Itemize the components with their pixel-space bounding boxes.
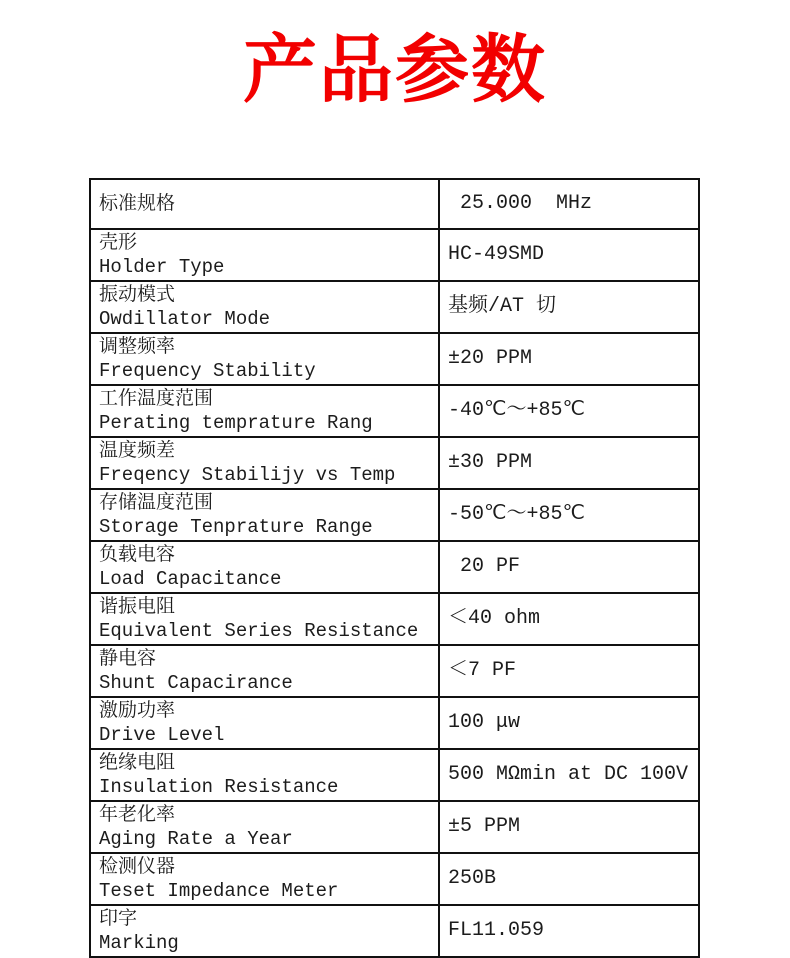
table-row bbox=[90, 489, 699, 541]
spec-label-cell bbox=[90, 229, 439, 281]
table-row bbox=[90, 697, 699, 749]
spec-label-zh: 静电容 bbox=[99, 647, 157, 670]
spec-label-en: Storage Tenprature Range bbox=[99, 515, 373, 538]
spec-value: -50℃～+85℃ bbox=[439, 489, 699, 541]
spec-label-cell bbox=[90, 593, 439, 645]
spec-label-en: Frequency Stability bbox=[99, 359, 316, 382]
spec-value: ±5 PPM bbox=[439, 801, 699, 853]
spec-label-cell bbox=[90, 281, 439, 333]
spec-value: HC-49SMD bbox=[439, 229, 699, 281]
spec-label-zh: 激励功率 bbox=[99, 699, 176, 722]
spec-label-zh: 检测仪器 bbox=[99, 855, 176, 878]
spec-value: 25.000 MHz bbox=[439, 179, 699, 229]
spec-label-cell bbox=[90, 749, 439, 801]
table-row bbox=[90, 905, 699, 957]
spec-label-cell bbox=[90, 853, 439, 905]
spec-label-zh: 年老化率 bbox=[99, 803, 176, 826]
spec-label-en: Teset Impedance Meter bbox=[99, 879, 339, 902]
table-row bbox=[90, 853, 699, 905]
spec-label-zh: 调整频率 bbox=[99, 335, 176, 358]
table-row bbox=[90, 281, 699, 333]
spec-label-cell bbox=[90, 179, 439, 229]
spec-label-zh: 工作温度范围 bbox=[99, 387, 214, 410]
table-row bbox=[90, 179, 699, 229]
spec-label-en: Aging Rate a Year bbox=[99, 827, 293, 850]
spec-label-zh: 振动模式 bbox=[99, 283, 176, 306]
spec-value: 100 μw bbox=[439, 697, 699, 749]
spec-label-cell bbox=[90, 697, 439, 749]
spec-value: ±30 PPM bbox=[439, 437, 699, 489]
table-row bbox=[90, 593, 699, 645]
spec-label-zh: 负载电容 bbox=[99, 543, 176, 566]
spec-label-en: Freqency Stabilijy vs Temp bbox=[99, 463, 396, 486]
spec-label-cell bbox=[90, 541, 439, 593]
spec-value: 基频/AT 切 bbox=[439, 281, 699, 333]
table-row bbox=[90, 437, 699, 489]
spec-label-cell bbox=[90, 905, 439, 957]
spec-label-zh: 绝缘电阻 bbox=[99, 751, 176, 774]
spec-value: 500 MΩmin at DC 100V bbox=[439, 749, 699, 801]
spec-label-zh: 印字 bbox=[99, 907, 138, 930]
table-row bbox=[90, 645, 699, 697]
spec-label-cell bbox=[90, 801, 439, 853]
spec-value: ±20 PPM bbox=[439, 333, 699, 385]
spec-label-zh: 存储温度范围 bbox=[99, 491, 214, 514]
spec-value: ＜7 PF bbox=[439, 645, 699, 697]
spec-value: 20 PF bbox=[439, 541, 699, 593]
spec-label-zh: 标准规格 bbox=[99, 192, 176, 215]
spec-label-cell bbox=[90, 333, 439, 385]
spec-value: -40℃～+85℃ bbox=[439, 385, 699, 437]
table-row bbox=[90, 333, 699, 385]
spec-label-en: Equivalent Series Resistance bbox=[99, 619, 419, 642]
spec-label-cell bbox=[90, 645, 439, 697]
table-row bbox=[90, 229, 699, 281]
spec-label-cell bbox=[90, 437, 439, 489]
spec-label-en: Holder Type bbox=[99, 255, 225, 278]
spec-label-cell bbox=[90, 385, 439, 437]
spec-value: 250B bbox=[439, 853, 699, 905]
spec-label-zh: 谐振电阻 bbox=[99, 595, 176, 618]
spec-label-en: Load Capacitance bbox=[99, 567, 282, 590]
spec-label-en: Marking bbox=[99, 931, 179, 954]
table-row bbox=[90, 801, 699, 853]
spec-label-en: Owdillator Mode bbox=[99, 307, 271, 330]
table-row bbox=[90, 385, 699, 437]
table-row bbox=[90, 749, 699, 801]
spec-label-en: Drive Level bbox=[99, 723, 225, 746]
page-title: 产品参数 bbox=[243, 28, 547, 111]
table-row bbox=[90, 541, 699, 593]
spec-label-en: Shunt Capacirance bbox=[99, 671, 293, 694]
spec-table bbox=[89, 178, 700, 958]
spec-label-zh: 壳形 bbox=[99, 231, 138, 254]
spec-label-cell bbox=[90, 489, 439, 541]
spec-label-zh: 温度频差 bbox=[99, 439, 176, 462]
spec-label-en: Perating temprature Rang bbox=[99, 411, 373, 434]
spec-label-en: Insulation Resistance bbox=[99, 775, 339, 798]
spec-value: FL11.059 bbox=[439, 905, 699, 957]
spec-value: ＜40 ohm bbox=[439, 593, 699, 645]
